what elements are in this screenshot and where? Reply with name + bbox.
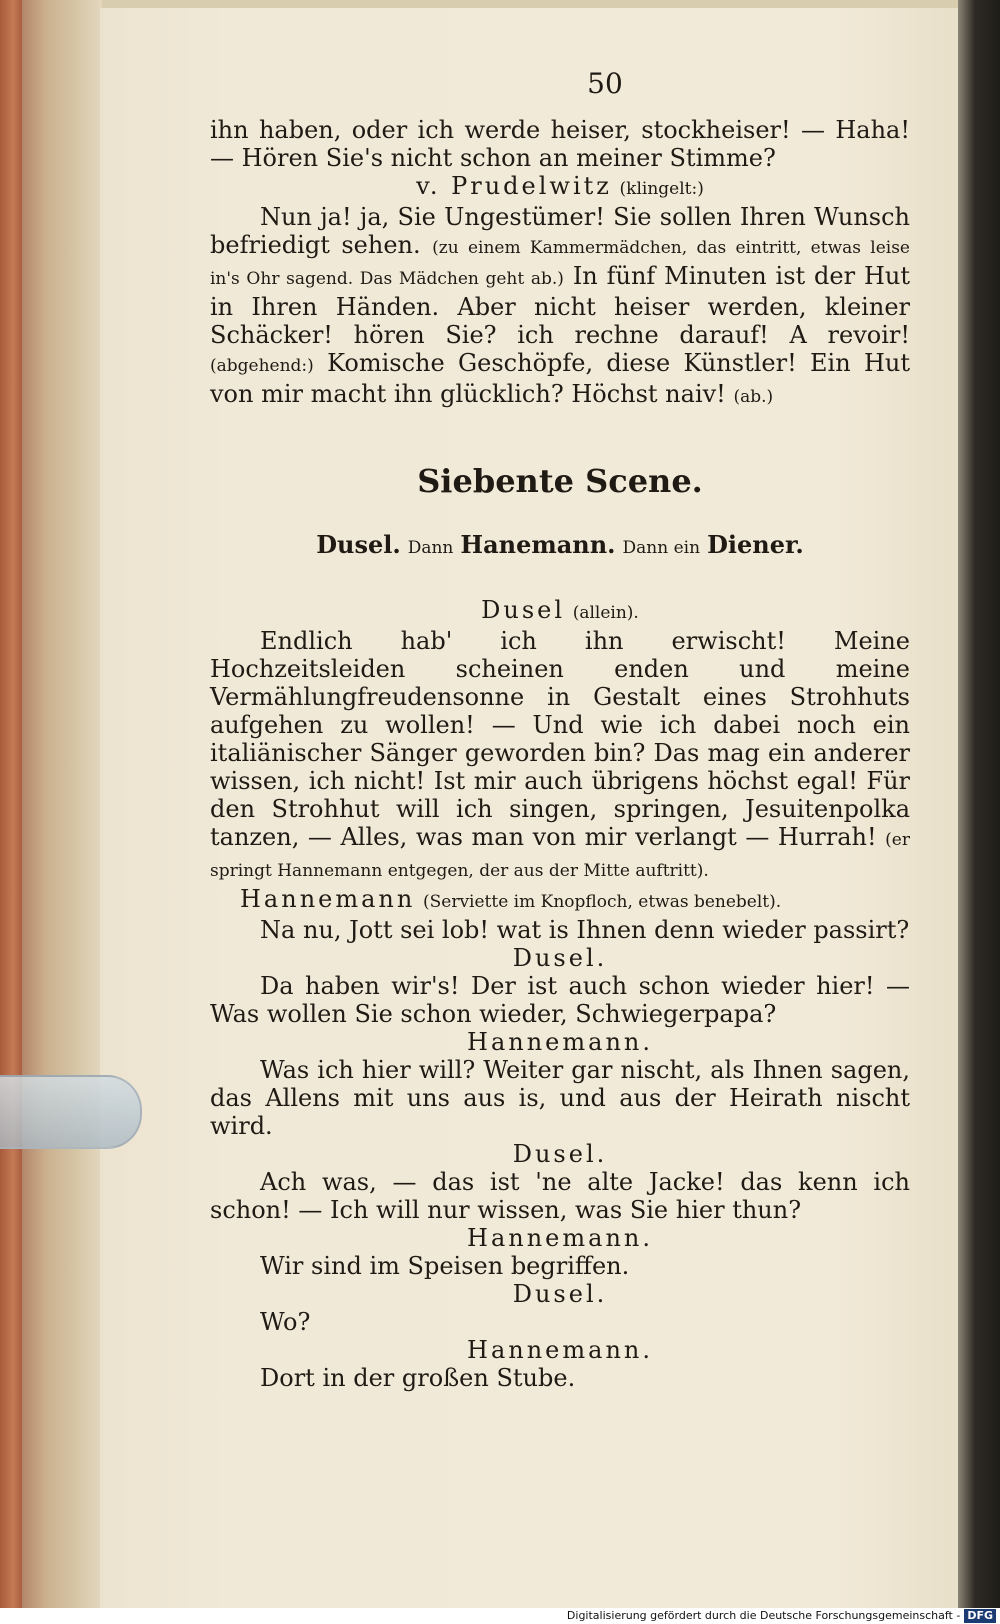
stage-direction: (klingelt:) (619, 179, 704, 199)
hannemann-speech: Was ich hier will? Weiter gar nischt, als Ihnen sagen, das Allens mit uns aus is, und aus der Heirath nischt wird. (210, 1056, 910, 1140)
stage-direction: (Serviette im Knopfloch, etwas benebelt). (422, 892, 782, 912)
stage-direction: (zu einem Kammermädchen, das eintritt, etwas leise in's Ohr sagend. Das Mädchen geht ab.) (210, 238, 910, 289)
dusel-speech: Da haben wir's! Der ist auch schon wieder hier! — Was wollen Sie schon wieder, Schwiegerpapa? (210, 972, 910, 1028)
speaker-name: Dusel (481, 596, 566, 624)
page-holder-clip (0, 1075, 142, 1149)
page-number: 50 (587, 67, 623, 100)
speaker-name: Hannemann (240, 885, 416, 913)
footer-credit: Digitalisierung gefördert durch die Deutsche Forschungsgemeinschaft - (566, 1609, 961, 1622)
speech-text: In fünf Minuten ist der Hut in Ihren Händen. Aber nicht heiser werden, kleiner Schäcker! hören Sie? ich rechne darauf! A revoir! (210, 262, 910, 349)
speaker-name: Dusel. (512, 1280, 608, 1308)
book-cover-edge-left (0, 0, 22, 1608)
cast-dusel: Dusel. (316, 530, 401, 559)
prudelwitz-speech (210, 203, 910, 411)
dusel-speech: Wo? (260, 1308, 311, 1336)
dfg-logo: DFG (964, 1609, 996, 1623)
hannemann-speech: Dort in der großen Stube. (260, 1364, 576, 1392)
opening-paragraph: ihn haben, oder ich werde heiser, stockheiser! — Haha! — Hören Sie's nicht schon an meiner Stimme? (210, 116, 910, 172)
cast-diener: Diener. (707, 530, 804, 559)
dusel-speech: Ach was, — das ist 'ne alte Jacke! das kenn ich schon! — Ich will nur wissen, was Sie hier thun? (210, 1168, 910, 1224)
hannemann-speech: Na nu, Jott sei lob! wat is Ihnen denn wieder passirt? (260, 916, 910, 944)
book-cover-edge-right (958, 0, 1000, 1608)
speech-text: Komische Geschöpfe, diese Künstler! Ein Hut von mir macht ihn glücklich? Höchst naiv! (210, 349, 910, 408)
speech-text: Nun ja! ja, Sie Ungestümer! Sie sollen Ihren Wunsch befriedigt sehen. (210, 203, 910, 259)
speech-text: Endlich hab' ich ihn erwischt! Meine Hochzeitsleiden scheinen enden und meine Vermählungfreudensonne in Gestalt eines Strohhuts aufgehen zu wollen! — Und wie ich dabei noch ein italiänischer Sänger geworden bin? Das mag ein anderer wissen, ich nicht! Ist mir auch übrigens höchst egal! Für den Strohhut will ich singen, springen, Jesuitenpolka tanzen, — Alles, was man von mir verlangt — Hurrah! (210, 627, 910, 851)
hannemann-entrance (210, 885, 910, 916)
speaker-name: Hannemann. (467, 1336, 653, 1364)
dusel-monologue (210, 627, 910, 885)
speaker-name: Dusel. (512, 1140, 608, 1168)
cast-hanemann: Hanemann. (460, 530, 616, 559)
speaker-name: Dusel. (512, 944, 608, 972)
speaker-name: Hannemann. (467, 1028, 653, 1056)
speaker-name: Hannemann. (467, 1224, 653, 1252)
page-stack-left (22, 0, 102, 1608)
speaker-name: v. Prudelwitz (416, 172, 612, 200)
speaker-prudelwitz (210, 172, 910, 203)
scene-heading: Siebente Scene. (417, 462, 703, 500)
stage-direction: (ab.) (733, 387, 774, 407)
stage-direction: (er springt Hannemann entgegen, der aus der Mitte auftritt). (210, 830, 910, 881)
page-text (210, 67, 910, 1392)
hannemann-speech: Wir sind im Speisen begriffen. (260, 1252, 630, 1280)
stage-direction: (allein). (572, 603, 639, 623)
speaker-dusel-alone (210, 596, 910, 627)
cast-connector: Dann (407, 538, 454, 558)
cast-list (210, 531, 910, 562)
cast-connector: Dann ein (622, 538, 701, 558)
stage-direction: (abgehend:) (210, 356, 314, 376)
digitization-footer (0, 1608, 1000, 1624)
